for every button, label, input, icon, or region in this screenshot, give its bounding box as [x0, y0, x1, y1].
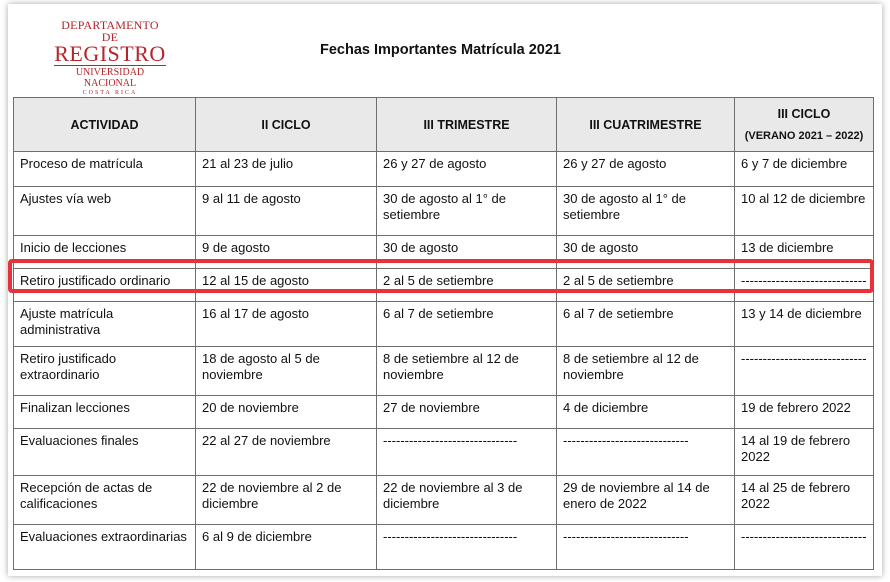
cell-iii-cuatrimestre: 30 de agosto: [557, 236, 735, 269]
cell-actividad: Proceso de matrícula: [14, 152, 196, 187]
cell-iii-cuatrimestre: 4 de diciembre: [557, 396, 735, 429]
table-row: [14, 347, 874, 396]
table-row: [14, 302, 874, 347]
logo-line-2: REGISTRO: [54, 41, 166, 66]
cell-actividad: Finalizan lecciones: [14, 396, 196, 429]
header-iii-trimestre: III TRIMESTRE: [377, 98, 557, 152]
table-header-row: [14, 98, 874, 152]
cell-ii-ciclo: 22 al 27 de noviembre: [196, 429, 377, 476]
cell-iii-ciclo: 6 y 7 de diciembre: [735, 152, 874, 187]
logo-line-1: DEPARTAMENTO DE: [61, 18, 159, 44]
cell-iii-trimestre: -------------------------------: [377, 429, 557, 476]
cell-ii-ciclo: 6 al 9 de diciembre: [196, 525, 377, 570]
cell-actividad: Evaluaciones extraordinarias: [14, 525, 196, 570]
table-row: [14, 476, 874, 525]
cell-iii-trimestre: -------------------------------: [377, 525, 557, 570]
cell-iii-ciclo: -----------------------------: [735, 347, 874, 396]
dates-table: [13, 97, 874, 570]
registro-logo: [54, 19, 166, 97]
cell-actividad: Retiro justificado ordinario: [14, 269, 196, 302]
cell-iii-trimestre: 27 de noviembre: [377, 396, 557, 429]
cell-iii-cuatrimestre: -----------------------------: [557, 525, 735, 570]
header-actividad: ACTIVIDAD: [14, 98, 196, 152]
cell-iii-cuatrimestre: 30 de agosto al 1° de setiembre: [557, 187, 735, 236]
cell-iii-cuatrimestre: 6 al 7 de setiembre: [557, 302, 735, 347]
cell-iii-ciclo: 13 y 14 de diciembre: [735, 302, 874, 347]
cell-iii-cuatrimestre: 29 de noviembre al 14 de enero de 2022: [557, 476, 735, 525]
cell-iii-trimestre: 8 de setiembre al 12 de noviembre: [377, 347, 557, 396]
cell-ii-ciclo: 20 de noviembre: [196, 396, 377, 429]
cell-ii-ciclo: 9 de agosto: [196, 236, 377, 269]
header-iii-ciclo: [735, 98, 874, 152]
cell-iii-ciclo: 14 al 19 de febrero 2022: [735, 429, 874, 476]
logo-line-4: COSTA RICA: [82, 90, 138, 96]
header-iii-cuatrimestre: III CUATRIMESTRE: [557, 98, 735, 152]
highlight-box: [8, 259, 874, 293]
cell-actividad: Ajuste matrícula administrativa: [14, 302, 196, 347]
cell-iii-cuatrimestre: 8 de setiembre al 12 de noviembre: [557, 347, 735, 396]
cell-iii-trimestre: 22 de noviembre al 3 de diciembre: [377, 476, 557, 525]
cell-iii-ciclo: 10 al 12 de diciembre: [735, 187, 874, 236]
header-iii-ciclo-sub: (VERANO 2021 – 2022): [744, 129, 864, 142]
cell-actividad: Ajustes vía web: [14, 187, 196, 236]
cell-iii-cuatrimestre: 26 y 27 de agosto: [557, 152, 735, 187]
page-title: Fechas Importantes Matrícula 2021: [320, 42, 561, 58]
cell-iii-trimestre: 30 de agosto al 1° de setiembre: [377, 187, 557, 236]
cell-ii-ciclo: 16 al 17 de agosto: [196, 302, 377, 347]
table-row: [14, 396, 874, 429]
cell-iii-trimestre: 30 de agosto: [377, 236, 557, 269]
cell-iii-ciclo: 14 al 25 de febrero 2022: [735, 476, 874, 525]
cell-iii-trimestre: 26 y 27 de agosto: [377, 152, 557, 187]
cell-iii-trimestre: 2 al 5 de setiembre: [377, 269, 557, 302]
cell-iii-cuatrimestre: 2 al 5 de setiembre: [557, 269, 735, 302]
cell-ii-ciclo: 12 al 15 de agosto: [196, 269, 377, 302]
cell-iii-ciclo: 19 de febrero 2022: [735, 396, 874, 429]
cell-iii-ciclo: -----------------------------: [735, 525, 874, 570]
header-iii-ciclo-label: III CICLO: [777, 106, 831, 121]
logo-line-3: UNIVERSIDAD NACIONAL: [54, 65, 166, 89]
cell-ii-ciclo: 9 al 11 de agosto: [196, 187, 377, 236]
table-row: [14, 152, 874, 187]
cell-ii-ciclo: 22 de noviembre al 2 de diciembre: [196, 476, 377, 525]
cell-ii-ciclo: 18 de agosto al 5 de noviembre: [196, 347, 377, 396]
table-row: [14, 187, 874, 236]
header-ii-ciclo: II CICLO: [196, 98, 377, 152]
cell-iii-trimestre: 6 al 7 de setiembre: [377, 302, 557, 347]
cell-ii-ciclo: 21 al 23 de julio: [196, 152, 377, 187]
table-row: [14, 525, 874, 570]
cell-actividad: Inicio de lecciones: [14, 236, 196, 269]
cell-actividad: Evaluaciones finales: [14, 429, 196, 476]
cell-iii-ciclo: -----------------------------: [735, 269, 874, 302]
cell-iii-ciclo: 13 de diciembre: [735, 236, 874, 269]
table-row: [14, 429, 874, 476]
cell-actividad: Recepción de actas de calificaciones: [14, 476, 196, 525]
cell-actividad: Retiro justificado extraordinario: [14, 347, 196, 396]
cell-iii-cuatrimestre: -----------------------------: [557, 429, 735, 476]
